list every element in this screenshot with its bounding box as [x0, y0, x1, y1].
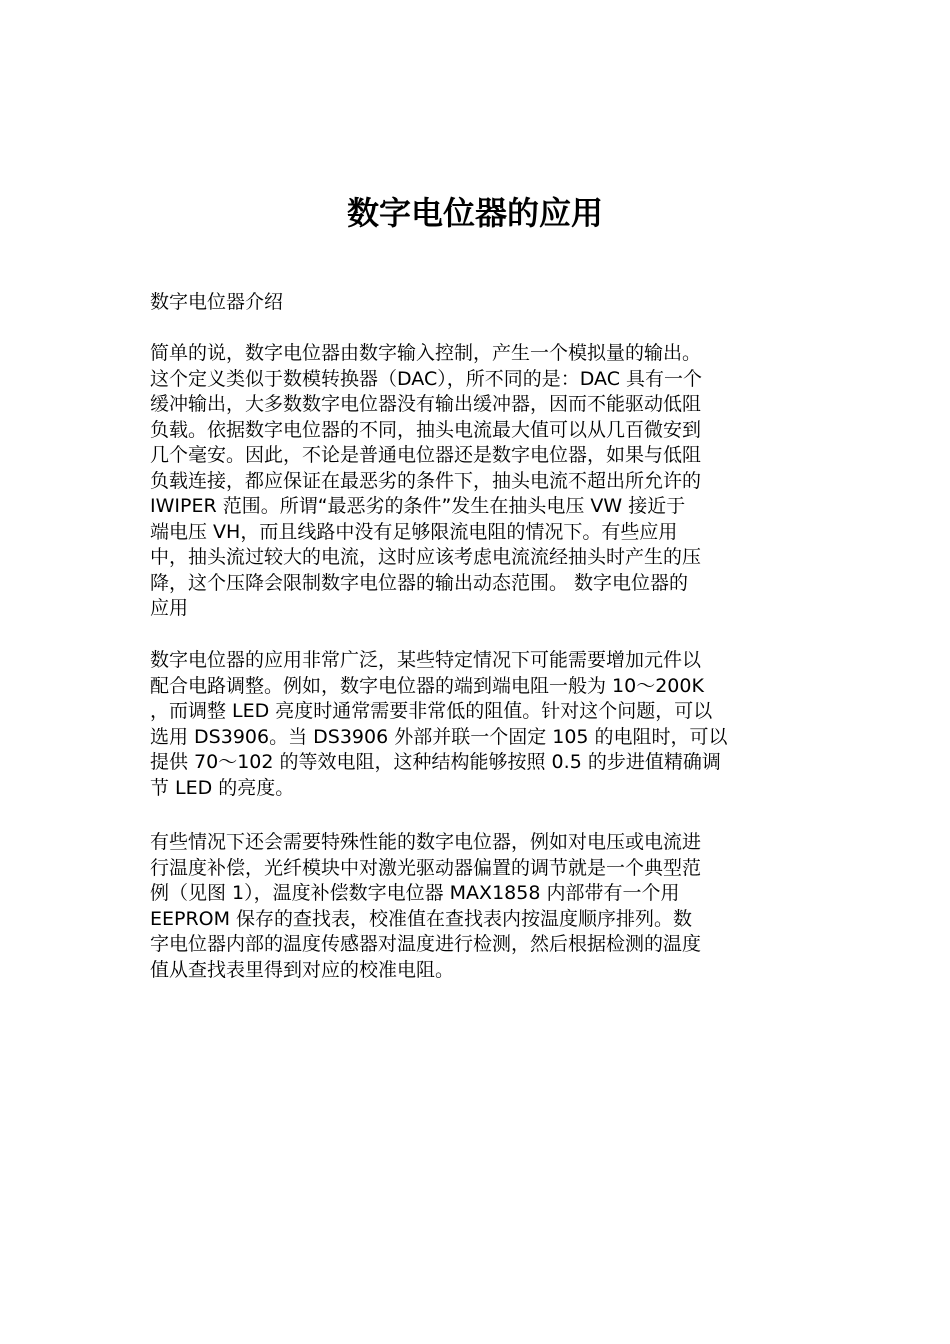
- paragraph-applications: [150, 648, 728, 801]
- text-line: 字电位器内部的温度传感器对温度进行检测，然后根据检测的温度: [150, 933, 702, 955]
- text-line: 有些情况下还会需要特殊性能的数字电位器，例如对电压或电流进: [150, 831, 702, 853]
- text-line: 选用 DS3906。当 DS3906 外部并联一个固定 105 的电阻时，可以: [150, 725, 728, 748]
- text-line: 这个定义类似于数模转换器（DAC），所不同的是：DAC 具有一个: [150, 367, 702, 390]
- text-line: 提供 70～102 的等效电阻，这种结构能够按照 0.5 的步进值精确调: [150, 751, 721, 773]
- document-title: 数字电位器的应用: [346, 194, 603, 232]
- text-line: 应用: [150, 597, 189, 619]
- paragraph-intro: [150, 341, 702, 622]
- text-line: 节 LED 的亮度。: [150, 776, 295, 799]
- text-line: 值从查找表里得到对应的校准电阻。: [150, 958, 455, 981]
- text-line: ，而调整 LED 亮度时通常需要非常低的阻值。针对这个问题，可以: [150, 700, 713, 722]
- text-line: 负载连接，都应保证在最恶劣的条件下，抽头电流不超出所允许的: [150, 469, 702, 492]
- text-line: 例（见图 1），温度补偿数字电位器 MAX1858 内部带有一个用: [150, 882, 680, 904]
- text-line: 行温度补偿，光纤模块中对激光驱动器偏置的调节就是一个典型范: [150, 856, 702, 879]
- text-line: 端电压 VH，而且线路中没有足够限流电阻的情况下。有些应用: [150, 520, 678, 543]
- section-heading: 数字电位器介绍: [150, 291, 284, 313]
- text-line: 几个毫安。因此，不论是普通电位器还是数字电位器，如果与低阻: [150, 444, 702, 466]
- text-line: 中，抽头流过较大的电流，这时应该考虑电流流经抽头时产生的压: [150, 546, 702, 568]
- text-line: 数字电位器的应用非常广泛，某些特定情况下可能需要增加元件以: [150, 649, 702, 671]
- text-line: 简单的说，数字电位器由数字输入控制，产生一个模拟量的输出。: [150, 342, 702, 364]
- text-line: IWIPER 范围。所谓“最恶劣的条件”发生在抽头电压 VW 接近于: [150, 495, 686, 517]
- text-line: 降，这个压降会限制数字电位器的输出动态范围。 数字电位器的: [150, 571, 689, 594]
- paragraph-temperature-compensation: [150, 830, 701, 983]
- text-line: 负载。依据数字电位器的不同，抽头电流最大值可以从几百微安到: [150, 418, 702, 441]
- text-line: 配合电路调整。例如，数字电位器的端到端电阻一般为 10～200K: [150, 674, 704, 697]
- text-line: EEPROM 保存的查找表，校准值在查找表内按温度顺序排列。数: [150, 907, 693, 930]
- text-line: 缓冲输出，大多数数字电位器没有输出缓冲器，因而不能驱动低阻: [150, 393, 702, 415]
